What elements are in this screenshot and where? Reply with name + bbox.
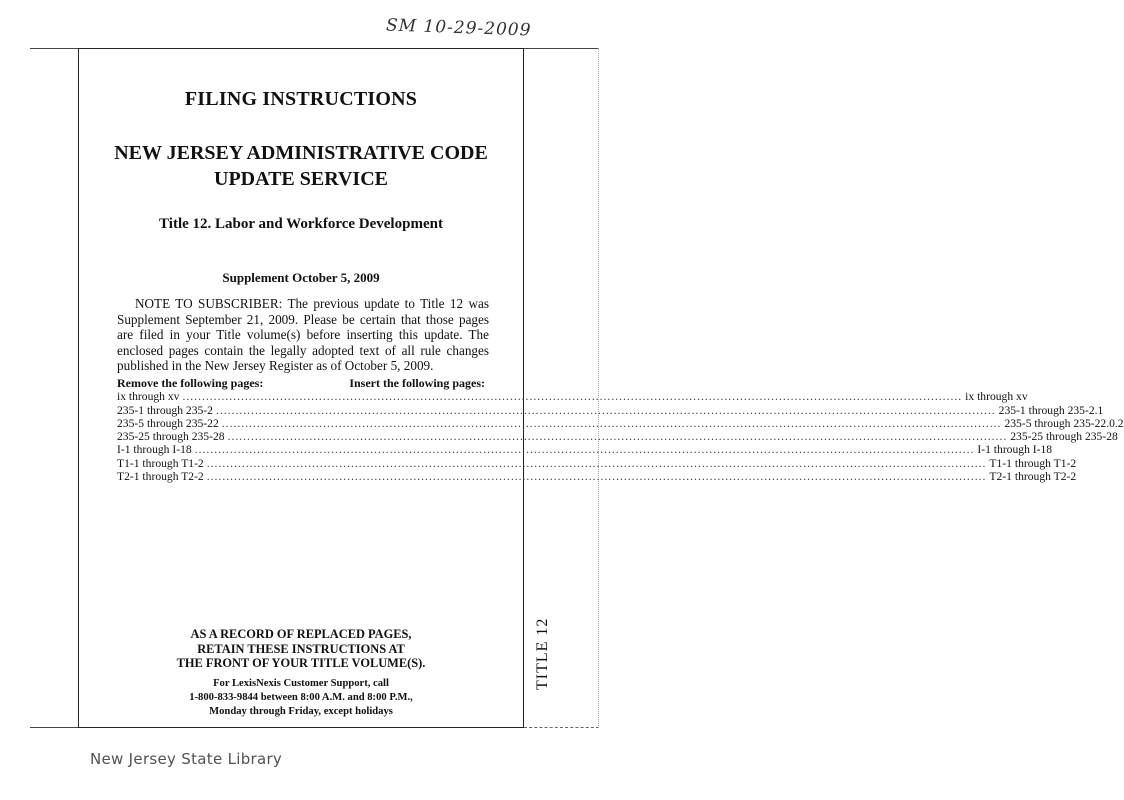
table-row bbox=[117, 403, 1104, 417]
dot-leader: ........................................................................................................................................................................................................ bbox=[221, 416, 1002, 430]
page-subtitle: NEW JERSEY ADMINISTRATIVE CODE UPDATE SERVICE bbox=[114, 142, 488, 190]
contact-line: For LexisNexis Customer Support, call bbox=[213, 678, 389, 689]
side-tab bbox=[534, 617, 558, 780]
record-notice bbox=[78, 627, 524, 671]
dot-leader: ........................................................................................................................................................................................................ bbox=[206, 470, 987, 484]
remove-pages: 235-5 through 235-22 bbox=[117, 416, 219, 430]
dot-leader: ........................................................................................................................................................................................................ bbox=[194, 443, 975, 457]
remove-pages: T2-1 through T2-2 bbox=[117, 470, 204, 484]
crop-line-right bbox=[598, 48, 599, 728]
pages-table-rows bbox=[117, 390, 1124, 484]
remove-pages: I-1 through I-18 bbox=[117, 443, 192, 457]
table-row bbox=[117, 430, 1118, 444]
table-row bbox=[117, 456, 1077, 470]
contact-line: Monday through Friday, except holidays bbox=[209, 706, 393, 718]
crop-line-top-left bbox=[30, 48, 78, 49]
insert-pages: 235-25 through 235-28 bbox=[1010, 430, 1118, 444]
subscriber-note: NOTE TO SUBSCRIBER: The previous update to Title 12 was Supplement September 21, 2009. Please be certain that those pages are filed in your Title volume(s) before inserting this update. The enclosed pages contain the legally adopted text of all rule changes published in the New Jersey Register as of October 5, 2009. bbox=[117, 296, 489, 374]
remove-pages: 235-25 through 235-28 bbox=[117, 430, 225, 444]
dot-leader: ........................................................................................................................................................................................................ bbox=[215, 403, 996, 417]
remove-header: Remove the following pages: bbox=[117, 376, 264, 390]
record-line: RETAIN THESE INSTRUCTIONS AT bbox=[197, 641, 405, 656]
table-row bbox=[117, 470, 1077, 484]
title-line: Title 12. Labor and Workforce Development bbox=[159, 216, 443, 232]
insert-pages: ix through xv bbox=[965, 390, 1028, 404]
contact-line: 1-800-833-9844 between 8:00 A.M. and 8:00 P.M., bbox=[189, 692, 413, 704]
remove-pages: ix through xv bbox=[117, 390, 180, 404]
remove-pages: T1-1 through T1-2 bbox=[117, 456, 204, 470]
handwritten-note: SM 10-29-2009 bbox=[385, 15, 532, 41]
record-line: THE FRONT OF YOUR TITLE VOLUME(S). bbox=[176, 656, 426, 671]
pages-table bbox=[117, 376, 1124, 484]
dot-leader: ........................................................................................................................................................................................................ bbox=[206, 456, 987, 470]
supplement-date: Supplement October 5, 2009 bbox=[222, 270, 380, 285]
side-tab-label: TITLE 12 bbox=[534, 617, 551, 690]
crop-line-top-right bbox=[524, 48, 599, 49]
remove-pages: 235-1 through 235-2 bbox=[117, 403, 213, 417]
insert-pages: 235-1 through 235-2.1 bbox=[998, 403, 1104, 417]
table-row bbox=[117, 390, 1028, 404]
table-row bbox=[117, 443, 1053, 457]
crop-line-bottom-left bbox=[30, 727, 78, 728]
insert-pages: 235-5 through 235-22.0.2 bbox=[1004, 416, 1124, 430]
page-title: FILING INSTRUCTIONS bbox=[184, 88, 418, 110]
insert-pages: T2-1 through T2-2 bbox=[989, 470, 1077, 484]
contact-info bbox=[78, 677, 524, 720]
library-stamp: New Jersey State Library bbox=[90, 750, 283, 768]
table-row bbox=[117, 416, 1124, 430]
insert-pages: I-1 through I-18 bbox=[977, 443, 1053, 457]
insert-header: Insert the following pages: bbox=[349, 376, 485, 390]
record-line: AS A RECORD OF REPLACED PAGES, bbox=[190, 627, 412, 641]
dot-leader: ........................................................................................................................................................................................................ bbox=[227, 430, 1008, 444]
dot-leader: ........................................................................................................................................................................................................ bbox=[182, 390, 963, 404]
pages-table-header bbox=[117, 377, 485, 390]
insert-pages: T1-1 through T1-2 bbox=[989, 456, 1077, 470]
